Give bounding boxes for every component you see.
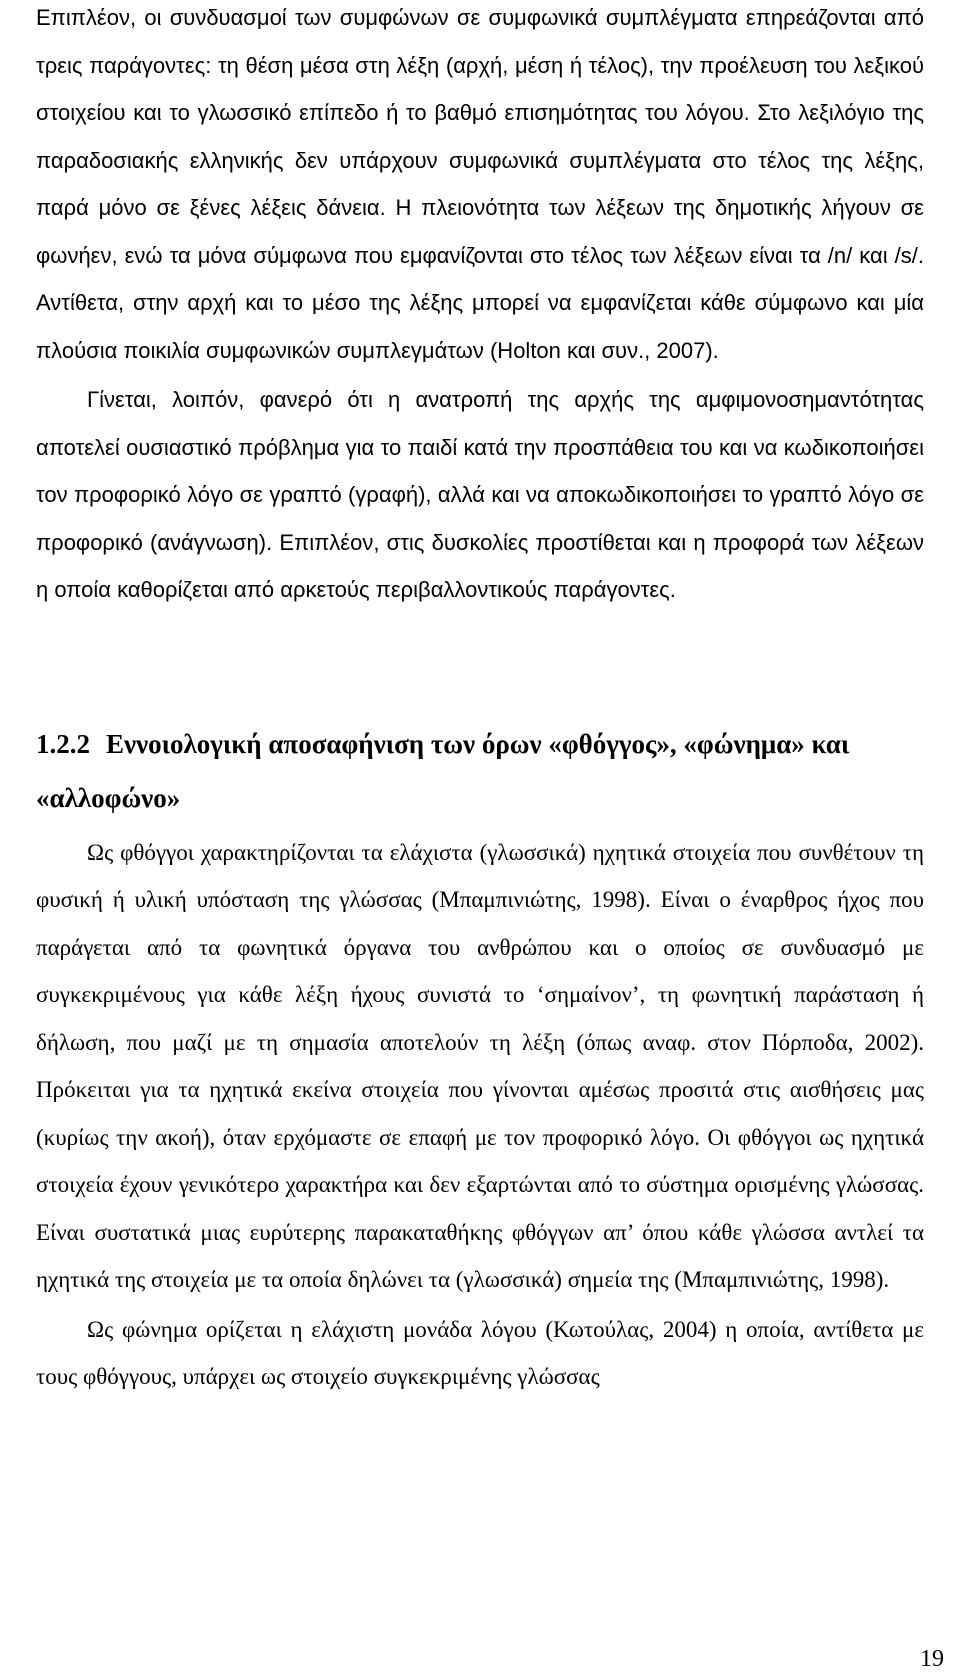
page-number: 19 [920, 1646, 944, 1672]
section-number: 1.2.2 [36, 728, 90, 759]
paragraph-ambiguity-problem: Γίνεται, λοιπόν, φανερό ότι η ανατροπή της αρχής της αμφιμονοσημαντότητας αποτελεί ουσιαστικό πρόβλημα για το παιδί κατά την προσπάθεια του και να κωδικοποιήσει τον προφορικό λόγο σε γραπτό (γραφή), αλλά και να αποκωδικοποιήσει το γραπτό λόγο σε προφορικό (ανάγνωση). Επιπλέον, στις δυσκολίες προστίθεται και η προφορά των λέξεων η οποία καθορίζεται από αρκετούς περιβαλλοντικούς παράγοντες. [36, 387, 924, 602]
paragraph-phoneme-definition: Ως φώνημα ορίζεται η ελάχιστη μονάδα λόγου (Κωτούλας, 2004) η οποία, αντίθετα με τους φθόγγους, υπάρχει ως στοιχείο συγκεκριμένης γλώσσας [36, 1316, 924, 1389]
document-body [36, 0, 924, 1401]
paragraph-consonant-clusters: Επιπλέον, οι συνδυασμοί των συμφώνων σε συμφωνικά συμπλέγματα επηρεάζονται από τρεις παράγοντες: τη θέση μέσα στη λέξη (αρχή, μέση ή τέλος), την προέλευση του λεξικού στοιχείου και το γλωσσικό επίπεδο ή το βαθμό επισημότητας του λόγου. Στο λεξιλόγιο της παραδοσιακής ελληνικής δεν υπάρχουν συμφωνικά συμπλέγματα στο τέλος της λέξης, παρά μόνο σε ξένες λέξεις δάνεια. Η πλειονότητα των λέξεων της δημοτικής λήγουν σε φωνήεν, ενώ τα μόνα σύμφωνα που εμφανίζονται στο τέλος των λέξεων είναι τα /n/ και /s/. Αντίθετα, στην αρχή και το μέσο της λέξης μπορεί να εμφανίζεται κάθε σύμφωνο και μία πλούσια ποικιλία συμφωνικών συμπλεγμάτων (Holton και συν., 2007). [36, 5, 924, 363]
section-heading [36, 717, 924, 825]
paragraph-phthongs-definition: Ως φθόγγοι χαρακτηρίζονται τα ελάχιστα (γλωσσικά) ηχητικά στοιχεία που συνθέτουν τη φυσική ή υλική υπόσταση της γλώσσας (Μπαμπινιώτης, 1998). Είναι ο έναρθρος ήχος που παράγεται από τα φωνητικά όργανα του ανθρώπου και ο οποίος σε συνδυασμό με συγκεκριμένους για κάθε λέξη ήχους συνιστά το ‘σημαίνον’, τη φωνητική παράσταση ή δήλωση, που μαζί με τη σημασία αποτελούν τη λέξη (όπως αναφ. στον Πόρποδα, 2002). Πρόκειται για τα ηχητικά εκείνα στοιχεία που γίνονται αμέσως προσιτά στις αισθήσεις μας (κυρίως την ακοή), όταν ερχόμαστε σε επαφή με τον προφορικό λόγο. Οι φθόγγοι ως ηχητικά στοιχεία έχουν γενικότερο χαρακτήρα και δεν εξαρτώνται από το σύστημα ορισμένης γλώσσας. Είναι συστατικά μιας ευρύτερης παρακαταθήκης φθόγγων απ’ όπου κάθε γλώσσα αντλεί τα ηχητικά της στοιχεία με τα οποία δηλώνει τα (γλωσσικά) σημεία της (Μπαμπινιώτης, 1998). [36, 839, 924, 1292]
section-title: Εννοιολογική αποσαφήνιση των όρων «φθόγγος», «φώνημα» και «αλλοφώνο» [36, 728, 850, 813]
